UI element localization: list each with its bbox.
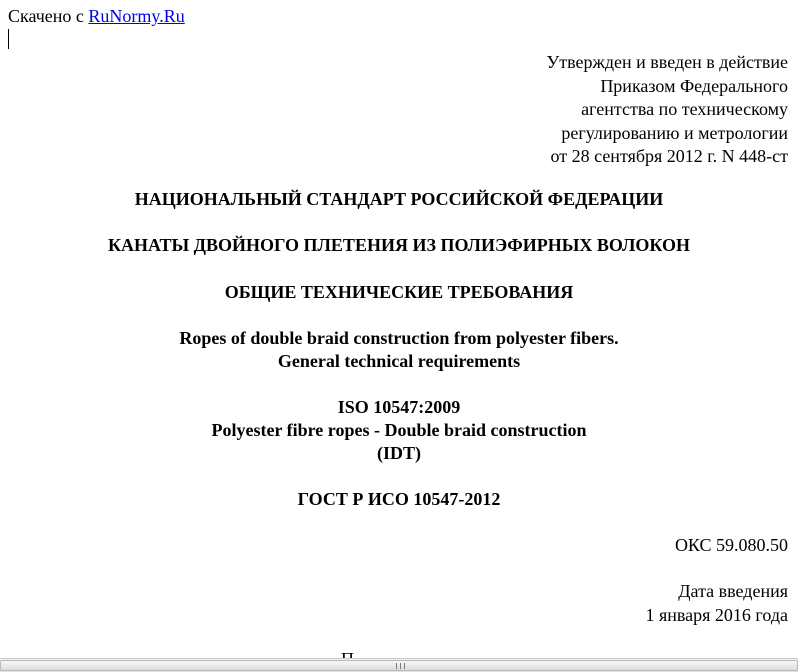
iso-reference xyxy=(0,396,798,465)
effective-date-block xyxy=(645,580,788,627)
iso-number: ISO 10547:2009 xyxy=(337,397,461,417)
approval-line: от 28 сентября 2012 г. N 448-ст xyxy=(550,146,788,166)
effective-date-label: Дата введения xyxy=(678,581,788,601)
scrollbar-thumb[interactable] xyxy=(0,660,798,671)
standard-title-en xyxy=(0,327,798,373)
source-line xyxy=(8,5,185,27)
title-en-line: Ropes of double braid construction from polyester fibers. xyxy=(179,328,619,348)
approval-line: агентства по техническому xyxy=(581,99,788,119)
approval-line: Приказом Федерального xyxy=(600,75,788,96)
oks-code: ОКС 59.080.50 xyxy=(674,535,788,555)
grip-icon xyxy=(396,663,405,669)
horizontal-scrollbar[interactable] xyxy=(0,658,798,672)
title-en-line: General technical requirements xyxy=(277,351,521,371)
national-standard-heading: НАЦИОНАЛЬНЫЙ СТАНДАРТ РОССИЙСКОЙ ФЕДЕРАЦИИ xyxy=(134,189,664,209)
standard-subtitle-ru: ОБЩИЕ ТЕХНИЧЕСКИЕ ТРЕБОВАНИЯ xyxy=(224,282,574,302)
iso-title: Polyester fibre ropes - Double braid construction xyxy=(211,420,587,440)
standard-title-ru: КАНАТЫ ДВОЙНОГО ПЛЕТЕНИЯ ИЗ ПОЛИЭФИРНЫХ ВОЛОКОН xyxy=(107,235,691,255)
approval-line: регулированию и метрологии xyxy=(561,122,788,143)
gost-number: ГОСТ Р ИСО 10547-2012 xyxy=(297,489,501,509)
effective-date-value: 1 января 2016 года xyxy=(645,604,788,625)
iso-idt: (IDT) xyxy=(377,443,421,463)
source-prefix: Скачено с xyxy=(8,6,84,26)
approval-line: Утвержден и введен в действие xyxy=(546,52,788,72)
source-link[interactable]: RuNormy.Ru xyxy=(88,6,185,26)
text-cursor xyxy=(8,29,9,49)
approval-block xyxy=(546,51,788,169)
